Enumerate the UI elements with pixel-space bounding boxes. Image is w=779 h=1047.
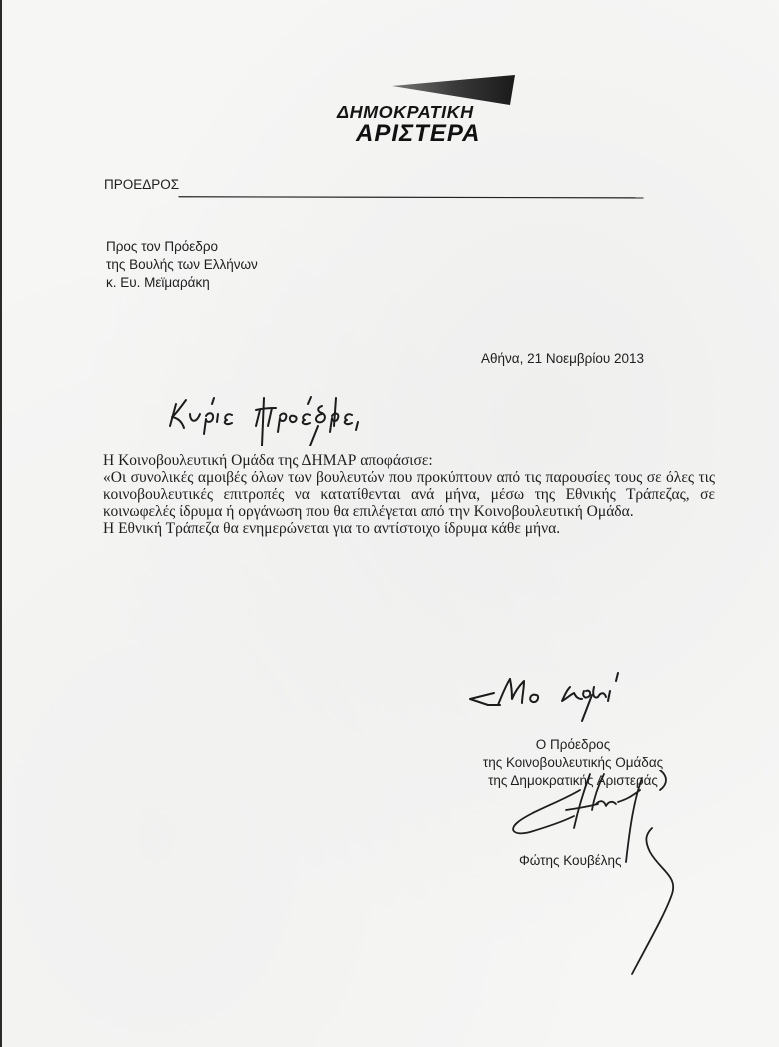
signatory-name: Φώτης Κουβέλης — [519, 853, 622, 868]
signatory-title-line: της Δημοκρατικής Αριστεράς — [488, 773, 658, 788]
letter-date: Αθήνα, 21 Νοεμβρίου 2013 — [481, 351, 645, 366]
signatory-title-line: της Κοινοβουλευτικής Ομάδας — [482, 755, 664, 770]
recipient-address — [106, 238, 258, 292]
party-logo — [330, 72, 520, 152]
signatory-title-line: Ο Πρόεδρος — [535, 737, 611, 752]
body-decision: «Οι συνολικές αμοιβές όλων των βουλευτών που προκύπτουν από τις παρουσίες τους σε όλες τις κοινοβουλευτικές επιτροπές να κατατίθενται ανά μήνα, μέσω της Εθνικής Τράπεζας, σε κοινωφελές ίδρυμα ή οργάνωση που θα επιλέγεται από την Κοινοβουλευτική Ομάδα. — [103, 469, 715, 520]
page-edge — [0, 0, 2, 1047]
body-intro: Η Κοινοβουλευτική Ομάδα της ΔΗΜΑΡ αποφάσισε: — [103, 452, 433, 469]
handwritten-salutation — [160, 386, 460, 446]
recipient-line: της Βουλής των Ελλήνων — [106, 257, 258, 272]
party-name-line1: ΔΗΜΟΚΡΑΤΙΚΗ — [337, 102, 474, 122]
handwritten-signature — [500, 770, 700, 990]
body-note: Η Εθνική Τράπεζα θα ενημερώνεται για το αντίστοιχο ίδρυμα κάθε μήνα. — [103, 520, 561, 537]
letter-body — [103, 452, 715, 537]
recipient-line: Προς τον Πρόεδρο — [106, 239, 219, 254]
office-label: ΠΡΟΕΔΡΟΣ — [104, 177, 180, 192]
handwritten-closing — [466, 665, 646, 725]
recipient-line: κ. Ευ. Μεϊμαράκη — [106, 275, 210, 290]
wedge-logo-icon — [330, 72, 520, 106]
header-divider — [101, 196, 721, 199]
party-name-line2: ΑΡΙΣΤΕΡΑ — [356, 120, 481, 147]
